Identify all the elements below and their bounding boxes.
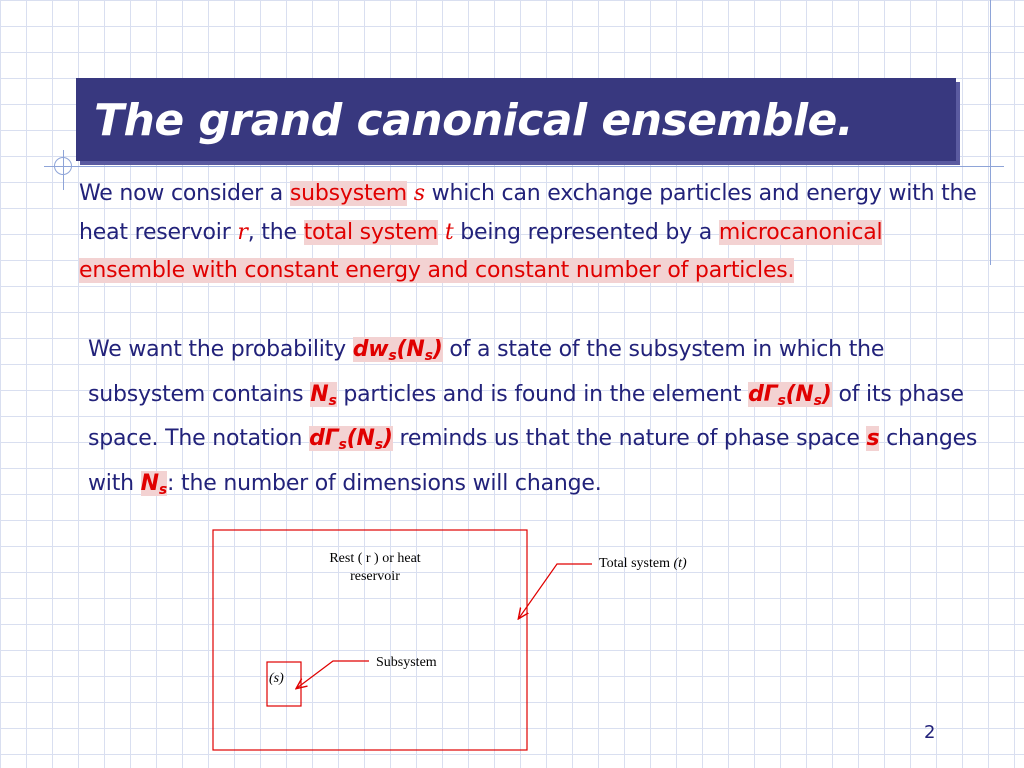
- expr-dw: [353, 337, 443, 362]
- page-number: 2: [924, 722, 936, 743]
- expr-N-sub: s: [328, 392, 337, 409]
- expr-s: s: [866, 426, 880, 451]
- subsystem-box-label: (s): [269, 671, 284, 686]
- term-total-system: total system: [303, 219, 439, 245]
- title-banner: [76, 78, 956, 161]
- expr-dG2-sub: s: [338, 437, 347, 453]
- expr-Ns-2: [141, 471, 167, 496]
- expr-dG-arg: (N: [785, 381, 814, 407]
- p2-text-1: We want the probability: [88, 337, 353, 362]
- expr-dG-arg-sub: s: [813, 392, 822, 409]
- p1-text-1: We now consider a: [79, 181, 290, 206]
- p1-text-2: which can exchange particles and energy with the heat reservoir: [79, 181, 977, 245]
- expr-dG2-arg-sub: s: [374, 437, 383, 453]
- p2-text-5: reminds us that the nature of phase space: [392, 426, 867, 451]
- expr-dG2-main: dΓ: [309, 426, 339, 451]
- expr-dw-sub: s: [388, 348, 397, 364]
- term-subsystem: subsystem: [289, 181, 407, 206]
- probability-paragraph: [88, 331, 988, 509]
- intro-paragraph: [79, 175, 979, 291]
- expr-dG-close: ): [821, 381, 832, 407]
- expr-N2-main: N: [140, 470, 159, 496]
- expr-dw-close: ): [432, 337, 443, 362]
- expr-Ns: [310, 382, 336, 407]
- subsystem-label: Subsystem: [376, 655, 437, 670]
- p1-text-4: being represented by a: [453, 219, 719, 245]
- symbol-s: s: [413, 181, 425, 206]
- decor-horizontal-line: [44, 166, 1004, 167]
- expr-dG2-arg: (N: [346, 426, 375, 451]
- expr-dG-main: dΓ: [748, 381, 778, 407]
- p2-text-3: particles and is found in the element: [336, 381, 749, 407]
- expr-N-main: N: [310, 381, 329, 407]
- expr-dw-arg: (N: [396, 337, 425, 362]
- subsystem-arrow: [297, 661, 369, 688]
- expr-dw-arg-sub: s: [424, 348, 433, 364]
- expr-dG2-close: ): [382, 426, 393, 451]
- p1-text-3: , the: [247, 219, 304, 245]
- term-microcanonical: microcanonical ensemble with constant energy and constant number of particles.: [79, 219, 883, 283]
- p2-text-2: of a state of the subsystem in which the subsystem contains: [88, 337, 885, 407]
- rest-label: [300, 550, 450, 586]
- symbol-t: t: [444, 219, 454, 245]
- rest-label-line1: Rest ( r ) or heat: [329, 551, 421, 566]
- total-system-label-text: Total system: [599, 556, 674, 571]
- expr-N2-sub: s: [158, 481, 168, 498]
- expr-dw-main: dw: [352, 337, 389, 362]
- decor-circle: [54, 157, 72, 175]
- expr-dGamma-2: [309, 426, 393, 451]
- expr-dGamma: [748, 382, 832, 407]
- total-system-arrow: [519, 564, 592, 618]
- total-system-label-symbol: (t): [673, 556, 687, 571]
- symbol-r: r: [237, 219, 248, 245]
- rest-label-line2: reservoir: [350, 569, 400, 584]
- slide-title: The grand canonical ensemble.: [94, 95, 854, 146]
- p2-text-7: : the number of dimensions will change.: [167, 470, 602, 496]
- p2-text-6: changes with: [88, 426, 978, 496]
- decor-vertical-line: [990, 0, 991, 265]
- expr-dG-sub: s: [777, 392, 786, 409]
- total-system-label: [599, 556, 687, 572]
- p2-text-4: of its phase space. The notation: [88, 381, 964, 451]
